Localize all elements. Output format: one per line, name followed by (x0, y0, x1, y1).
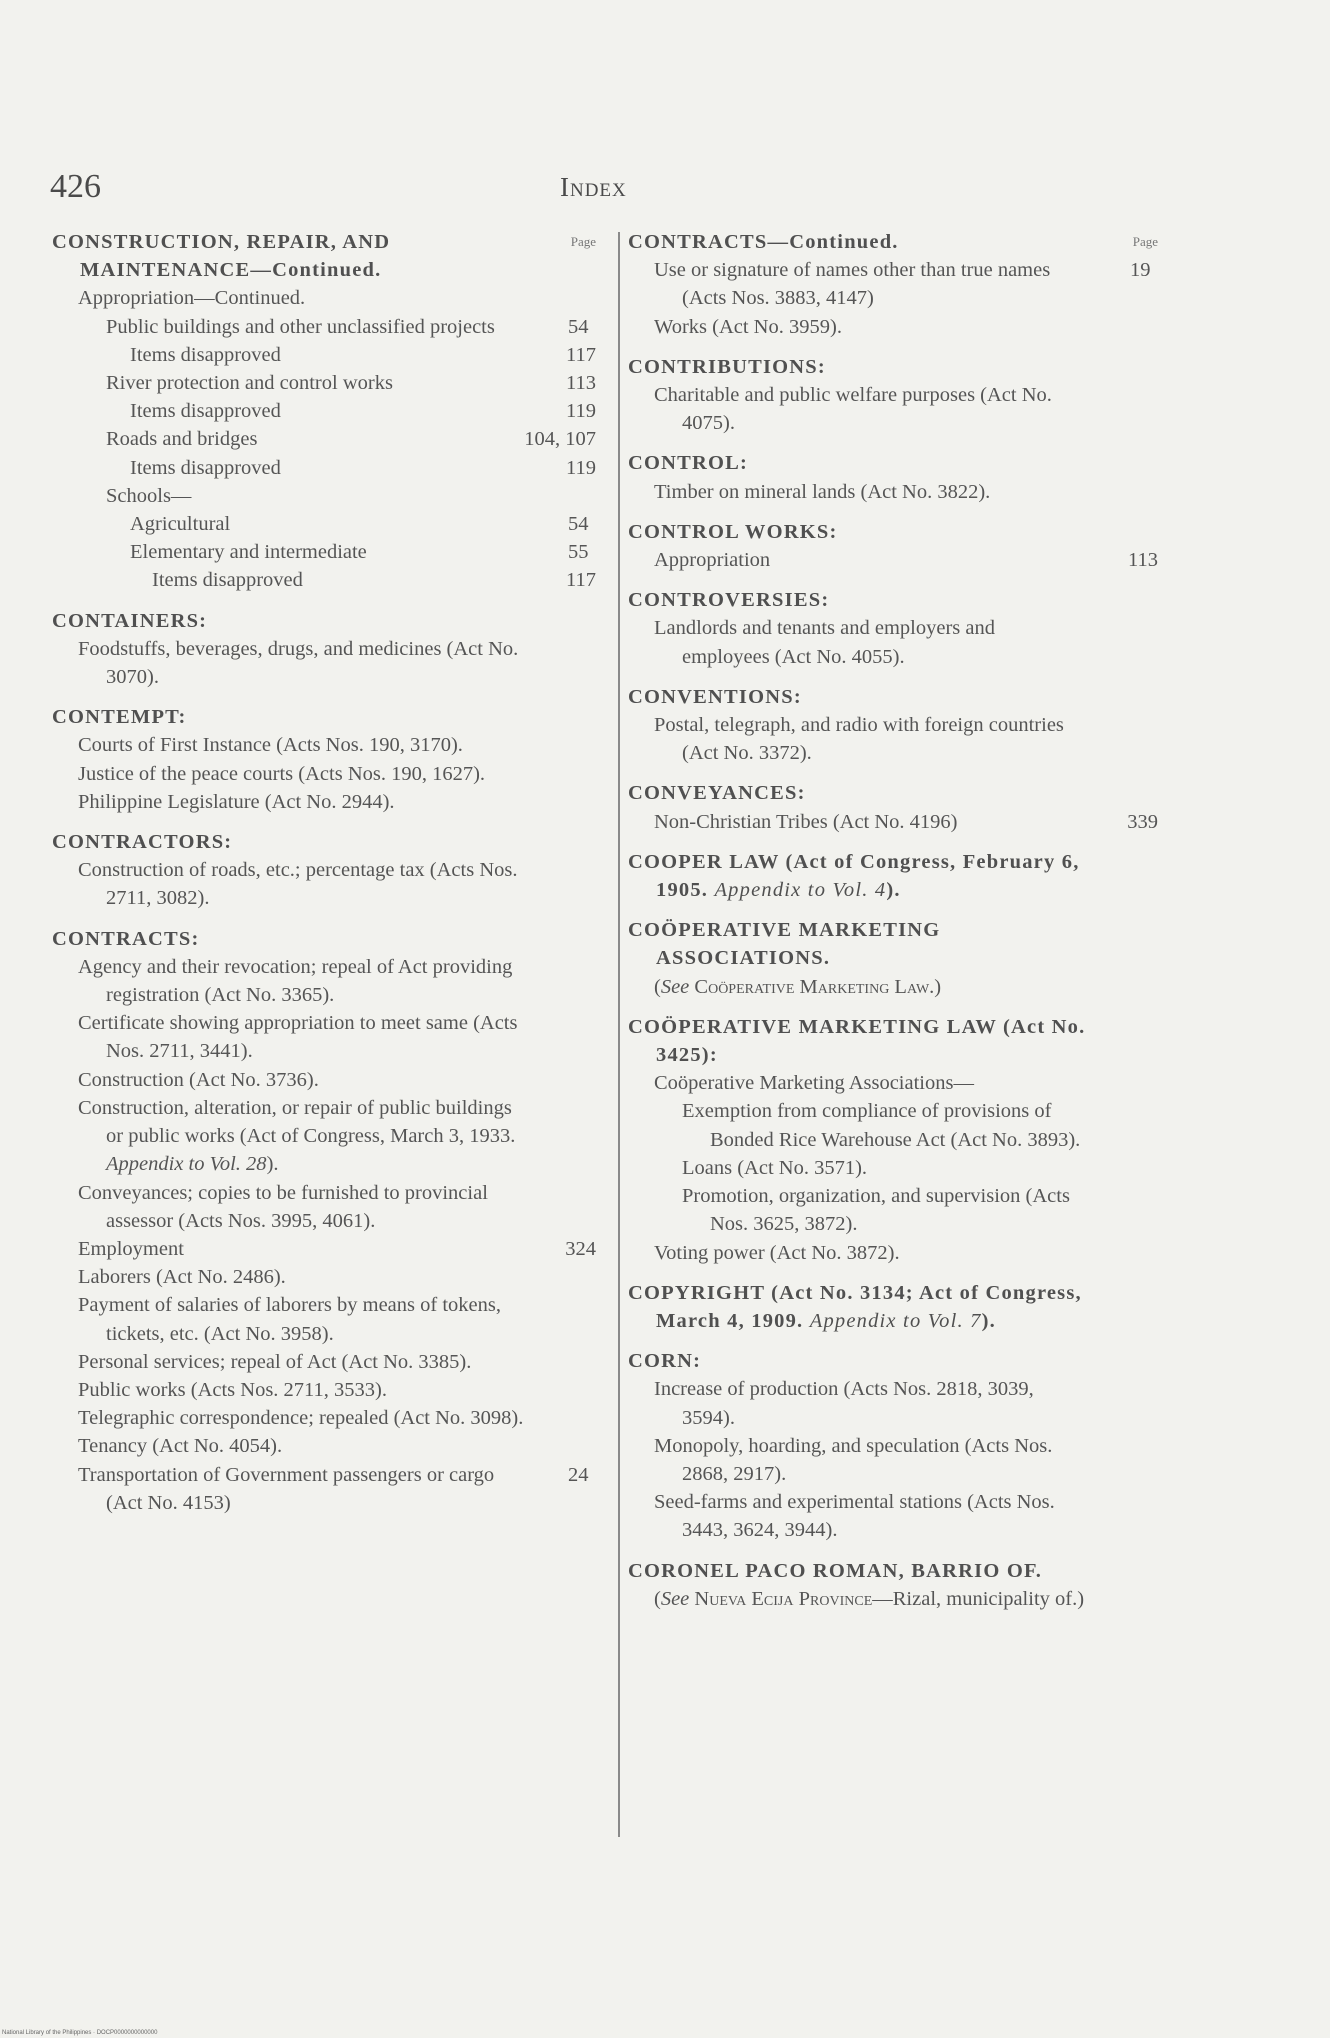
index-entry (628, 353, 1158, 438)
entry-subline: Roads and bridges 104, 107 (52, 425, 596, 453)
index-entry (628, 449, 1158, 505)
page-number: 426 (50, 168, 101, 205)
entry-heading: CONTRIBUTIONS: (628, 355, 826, 378)
column-divider (618, 232, 620, 1837)
index-entry (628, 779, 1158, 835)
entry-subline: (See Coöperative Marketing Law.) (654, 975, 942, 998)
entry-subline: Use or signature of names other than true names (Acts Nos. 3883, 4147) 19 (654, 259, 1151, 310)
index-entry (52, 828, 596, 913)
entry-subline: Schools— (106, 484, 192, 507)
running-head: Index (560, 172, 627, 202)
entry-subline: Promotion, organization, and supervision (Acts Nos. 3625, 3872). (682, 1185, 1070, 1236)
entry-subline: Public buildings and other unclassified projects 54 (106, 315, 589, 338)
entry-subline: Exemption from compliance of provisions of Bonded Rice Warehouse Act (Act No. 3893). (682, 1100, 1081, 1151)
page-reference: 104, 107 (524, 428, 596, 451)
entry-heading: COÖPERATIVE MARKETING LAW (Act No. 3425): (628, 1015, 1086, 1067)
entry-heading: CONTAINERS: (52, 609, 208, 632)
entry-subline: Agricultural 54 (130, 513, 589, 536)
entry-subline: Foodstuffs, beverages, drugs, and medicines (Act No. 3070). (78, 637, 519, 689)
entry-heading: CONTRACTS—Continued. (628, 231, 899, 253)
entry-subline: Charitable and public welfare purposes (Act No. 4075). (654, 384, 1052, 435)
entry-subline: Payment of salaries of laborers by means of tokens, tickets, etc. (Act No. 3958). (78, 1294, 501, 1345)
entry-subline: Employment 324 (52, 1235, 596, 1263)
entry-subline: (See Nueva Ecija Province—Rizal, municipality of.) (654, 1587, 1085, 1610)
page-column-label: Page (1132, 234, 1158, 249)
index-entry (52, 228, 596, 595)
index-column-right (628, 228, 1158, 1613)
entry-heading: COOPER LAW (Act of Congress, February 6, 1905. Appendix to Vol. 4). (628, 850, 1080, 902)
page-reference: 117 (566, 343, 596, 366)
entry-subline: Certificate showing appropriation to meet same (Acts Nos. 2711, 3441). (78, 1012, 518, 1063)
entry-subline: Telegraphic correspondence; repealed (Act No. 3098). (78, 1407, 524, 1430)
entry-subline: Agency and their revocation; repeal of Act providing registration (Act No. 3365). (78, 955, 513, 1007)
entry-subline: Seed-farms and experimental stations (Acts Nos. 3443, 3624, 3944). (654, 1491, 1055, 1542)
entry-heading: CORN: (628, 1350, 702, 1373)
entry-subline: Items disapproved 117 (52, 341, 596, 369)
entry-subline: Courts of First Instance (Acts Nos. 190, 3170). (78, 734, 463, 757)
entry-subline: Items disapproved 119 (52, 397, 596, 425)
index-entry (628, 1557, 1158, 1613)
entry-heading: CONTRACTS: (52, 927, 200, 950)
page-reference: 119 (566, 400, 596, 423)
entry-subline: Monopoly, hoarding, and speculation (Acts Nos. 2868, 2917). (654, 1434, 1053, 1485)
page-reference: 113 (566, 372, 596, 395)
entry-subline: Non-Christian Tribes (Act No. 4196) 339 (628, 808, 1158, 836)
index-entries (52, 228, 596, 1517)
entry-subline: Appropriation 113 (628, 546, 1158, 574)
page-header (50, 168, 1170, 208)
entry-subline: Construction (Act No. 3736). (78, 1068, 319, 1091)
entry-subline: Items disapproved 119 (52, 454, 596, 482)
entry-heading: CONVENTIONS: (628, 685, 802, 708)
entry-subline: Loans (Act No. 3571). (682, 1156, 868, 1179)
entry-subline: Elementary and intermediate 55 (130, 541, 589, 564)
index-entry (628, 586, 1158, 671)
index-entry (628, 518, 1158, 574)
entry-subline: Transportation of Government passengers or cargo (Act No. 4153) 24 (78, 1463, 589, 1514)
entry-subline: Items disapproved 117 (52, 566, 596, 594)
entry-subline: River protection and control works 113 (52, 369, 596, 397)
index-entry (628, 228, 1158, 341)
entry-subline: Voting power (Act No. 3872). (654, 1241, 900, 1264)
entry-subline: Postal, telegraph, and radio with foreign countries (Act No. 3372). (654, 714, 1064, 765)
entry-subline: Tenancy (Act No. 4054). (78, 1435, 283, 1458)
index-entry (52, 925, 596, 1517)
index-entry (52, 607, 596, 692)
page-reference: 324 (565, 1237, 596, 1260)
entry-heading: CONTROVERSIES: (628, 589, 830, 612)
index-entry (628, 683, 1158, 768)
scan-footer: National Library of the Philippines · DOCP0000000000000 (2, 2030, 158, 2036)
entry-heading: CONSTRUCTION, REPAIR, AND MAINTENANCE—Continued. (52, 231, 391, 282)
entry-subline: Appropriation—Continued. (78, 287, 306, 310)
index-entries (628, 228, 1158, 1613)
entry-heading: CONTRACTORS: (52, 831, 233, 854)
entry-subline: Construction, alteration, or repair of public buildings or public works (Act of Congress, March 3, 1933. Appendix to Vol. 28). (78, 1096, 516, 1176)
entry-heading: CONTROL WORKS: (628, 520, 838, 543)
entry-subline: Increase of production (Acts Nos. 2818, 3039, 3594). (654, 1378, 1034, 1429)
index-entry (628, 848, 1158, 904)
index-entry (628, 1013, 1158, 1267)
index-entry (52, 703, 596, 816)
page-reference: 113 (1128, 549, 1158, 572)
entry-subline: Construction of roads, etc.; percentage tax (Acts Nos. 2711, 3082). (78, 859, 518, 910)
entry-subline: Works (Act No. 3959). (654, 315, 842, 338)
entry-subline: Justice of the peace courts (Acts Nos. 190, 1627). (78, 762, 486, 785)
entry-subline: Coöperative Marketing Associations— (654, 1072, 974, 1095)
entry-subline: Laborers (Act No. 2486). (78, 1266, 286, 1289)
entry-subline: Landlords and tenants and employers and employees (Act No. 4055). (654, 617, 996, 668)
entry-heading: COPYRIGHT (Act No. 3134; Act of Congress, March 4, 1909. Appendix to Vol. 7). (628, 1281, 1082, 1332)
entry-heading: CONVEYANCES: (628, 782, 806, 805)
entry-subline: Timber on mineral lands (Act No. 3822). (654, 480, 991, 503)
entry-subline: Personal services; repeal of Act (Act No. 3385). (78, 1350, 472, 1373)
page-reference: 117 (566, 569, 596, 592)
entry-subline: Conveyances; copies to be furnished to provincial assessor (Acts Nos. 3995, 4061). (78, 1181, 488, 1232)
index-entry (628, 1347, 1158, 1544)
index-column-left (52, 228, 596, 1517)
index-entry (628, 1279, 1158, 1335)
page-reference: 339 (1127, 810, 1158, 833)
entry-subline: Public works (Acts Nos. 2711, 3533). (78, 1378, 388, 1401)
entry-heading: CONTROL: (628, 452, 749, 475)
entry-subline: Philippine Legislature (Act No. 2944). (78, 790, 395, 813)
entry-heading: CORONEL PACO ROMAN, BARRIO OF. (628, 1559, 1043, 1582)
entry-heading: COÖPERATIVE MARKETING ASSOCIATIONS. (628, 919, 941, 970)
entry-heading: CONTEMPT: (52, 706, 187, 729)
index-entry (628, 916, 1158, 1001)
page-reference: 119 (566, 456, 596, 479)
page-column-label: Page (570, 234, 596, 249)
